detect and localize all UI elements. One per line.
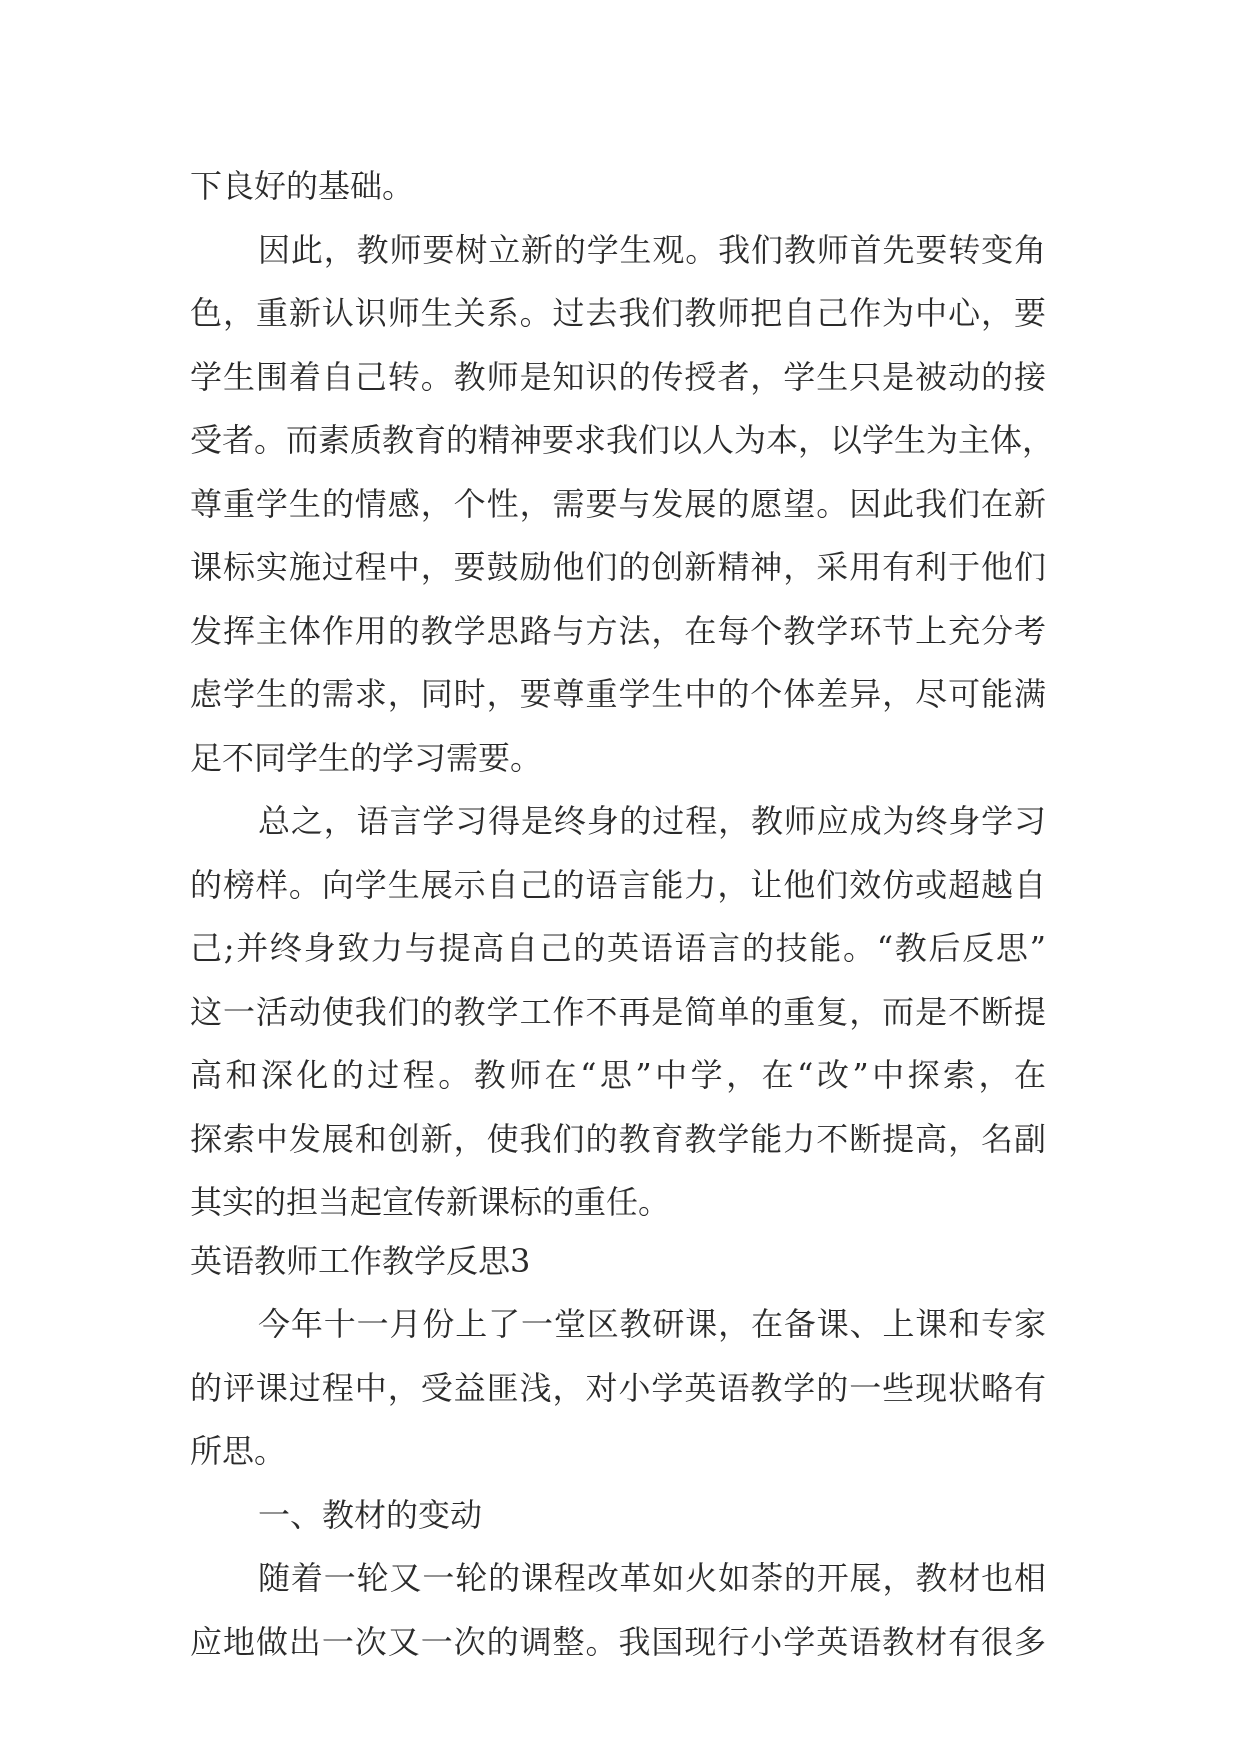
text-line [0,535,1241,599]
line-text: 虑学生的需求，同时，要尊重学生中的个体差异，尽可能满 [190,675,1046,713]
line-text: 今年十一月份上了一堂区教研课，在备课、上课和专家 [258,1305,1046,1343]
text-line [0,154,1241,218]
subheading [0,1483,1241,1547]
text-line [0,472,1241,536]
text-line [0,218,1241,282]
line-text: 这一活动使我们的教学工作不再是简单的重复，而是不断提 [190,993,1046,1031]
text-line [0,789,1241,853]
line-text: 应地做出一次又一次的调整。我国现行小学英语教材有很多 [190,1623,1046,1661]
text-line [0,853,1241,917]
line-text: 尊重学生的情感，个性，需要与发展的愿望。因此我们在新 [190,485,1046,523]
text-line [0,1419,1241,1483]
text-line [0,662,1241,726]
line-text: 发挥主体作用的教学思路与方法，在每个教学环节上充分考 [190,612,1046,650]
text-line [0,916,1241,980]
text-line [0,1043,1241,1107]
text-line [0,345,1241,409]
text-line [0,281,1241,345]
text-line [0,1356,1241,1420]
text-line [0,599,1241,663]
line-text: 的评课过程中，受益匪浅，对小学英语教学的一些现状略有 [190,1369,1046,1407]
line-text: 下良好的基础。 [190,167,415,205]
line-text: 课标实施过程中，要鼓励他们的创新精神，采用有利于他们 [190,548,1046,586]
line-text: 受者。而素质教育的精神要求我们以人为本，以学生为主体， [190,421,1055,459]
line-text: 己;并终身致力与提高自己的英语语言的技能。“教后反思” [190,929,1046,967]
text-line [0,726,1241,790]
line-text: 其实的担当起宣传新课标的重任。 [190,1183,671,1221]
text-line [0,1610,1241,1674]
line-text: 探索中发展和创新，使我们的教育教学能力不断提高，名副 [190,1120,1046,1158]
text-line [0,1170,1241,1234]
text-line [0,980,1241,1044]
line-text: 因此，教师要树立新的学生观。我们教师首先要转变角 [258,231,1046,269]
section-heading-text: 英语教师工作教学反思3 [190,1242,531,1280]
line-text: 高和深化的过程。教师在“思”中学，在“改”中探索，在 [190,1056,1046,1094]
text-line [0,1546,1241,1610]
line-text: 随着一轮又一轮的课程改革如火如荼的开展，教材也相 [258,1559,1046,1597]
line-text: 总之，语言学习得是终身的过程，教师应成为终身学习 [258,802,1046,840]
subheading-text: 一、教材的变动 [258,1496,483,1534]
text-line [0,408,1241,472]
line-text: 足不同学生的学习需要。 [190,739,543,777]
text-line [0,1292,1241,1356]
line-text: 所思。 [190,1432,287,1470]
line-text: 学生围着自己转。教师是知识的传授者，学生只是被动的接 [190,358,1046,396]
section-heading [0,1229,1241,1293]
line-text: 色，重新认识师生关系。过去我们教师把自己作为中心，要 [190,294,1046,332]
text-line [0,1107,1241,1171]
line-text: 的榜样。向学生展示自己的语言能力，让他们效仿或超越自 [190,866,1046,904]
